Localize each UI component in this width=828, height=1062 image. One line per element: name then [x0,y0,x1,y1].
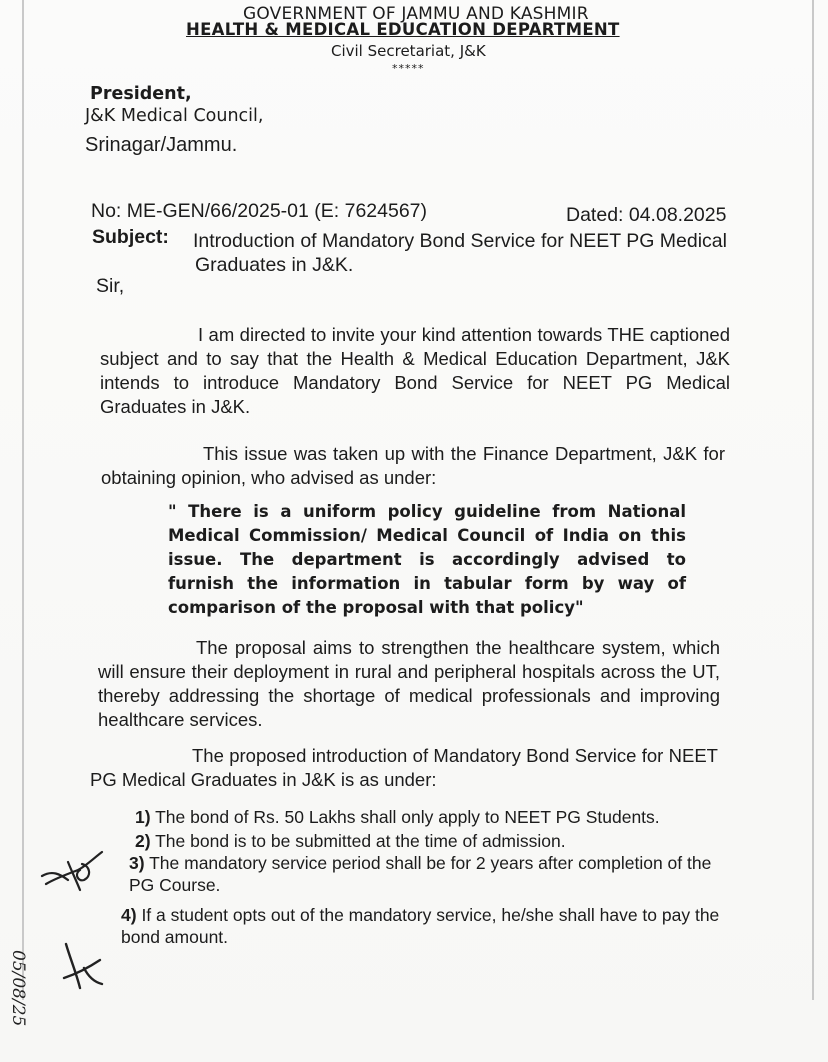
handwritten-initials [38,844,110,900]
subject-line-2: Graduates in J&K. [195,254,354,276]
list-item-number: 1) [135,807,151,827]
list-item [121,904,731,948]
list-item-text: The bond is to be submitted at the time of admission. [155,831,566,851]
header-stars: ***** [392,62,425,75]
addressee-org: J&K Medical Council, [85,106,264,126]
list-item-number: 3) [129,853,145,873]
right-border-line [812,0,814,1000]
addressee-title: President, [90,84,192,104]
list-item-text: The mandatory service period shall be for 2 years after completion of the PG Course. [129,853,712,895]
list-item-number: 2) [135,831,151,851]
subject-label: Subject: [92,226,169,248]
subject-line-1: Introduction of Mandatory Bond Service for NEET PG Medical [193,230,727,252]
handwritten-mark [58,938,106,994]
list-item-text: The bond of Rs. 50 Lakhs shall only apply to NEET PG Students. [155,807,660,827]
finance-advice-quote: " There is a uniform policy guideline from National Medical Commission/ Medical Council of India on this issue. The department is accordingly advised to furnish the information in tabular form by way of comparison of the proposal with that policy" [168,502,686,617]
salutation: Sir, [96,275,125,297]
header-government: GOVERNMENT OF JAMMU AND KASHMIR [243,4,589,24]
paragraph-3: The proposal aims to strengthen the healthcare system, which will ensure their deployment in rural and peripheral hospitals across the UT, thereby addressing the shortage of medical professionals and improving healthcare services. [98,637,720,730]
list-item-text: If a student opts out of the mandatory service, he/she shall have to pay the bond amount. [121,905,720,947]
handwritten-date-note: 05/08/25 [8,950,28,1027]
addressee-city: Srinagar/Jammu. [85,134,238,156]
paragraph-2: This issue was taken up with the Finance Department, J&K for obtaining opinion, who advised as under: [101,443,725,488]
header-department: HEALTH & MEDICAL EDUCATION DEPARTMENT [186,20,620,39]
left-border-line [22,0,24,1000]
reference-number: No: ME-GEN/66/2025-01 (E: 7624567) [91,200,428,222]
header-secretariat: Civil Secretariat, J&K [331,42,486,60]
list-item [135,806,715,828]
list-item-number: 4) [121,905,137,925]
paragraph-1: I am directed to invite your kind attention towards THE captioned subject and to say that the Health & Medical Education Department, J&K intends to introduce Mandatory Bond Service for NEET PG Medical Graduates in J&K. [100,324,730,417]
reference-date: Dated: 04.08.2025 [566,204,727,226]
paragraph-4: The proposed introduction of Mandatory Bond Service for NEET PG Medical Graduates in J&K is as under: [90,745,718,790]
list-item [129,852,714,896]
list-item [135,830,715,852]
